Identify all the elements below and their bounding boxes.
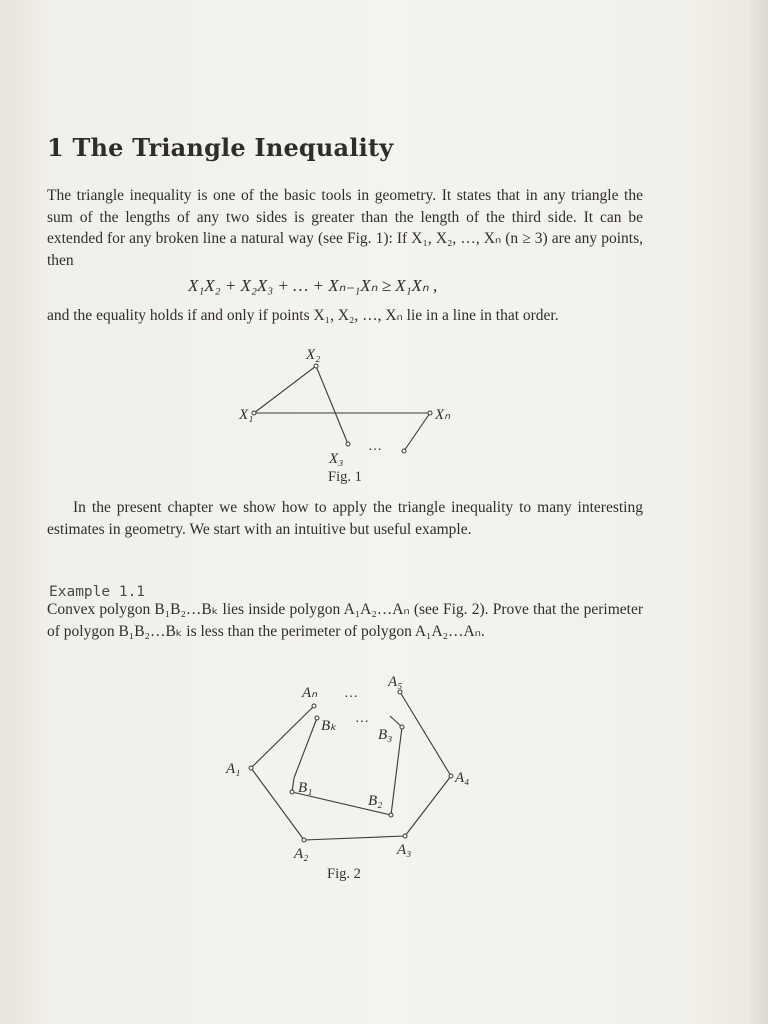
edge-b2-b3 [391,727,402,815]
figure-2-caption: Fig. 2 [327,866,361,882]
intro-paragraph: The triangle inequality is one of the basic tools in geometry. It states that in any triangle the sum of the lengths of any two sides is greater than the length of the third side. It can be extended for any broken line a natural way (see Fig. 1): If X₁, X₂, …, Xₙ (n ≥ 3) are any points, then [47,187,643,269]
section-heading: 1 The Triangle Inequality [47,133,394,162]
edge-a4-a5 [400,692,451,776]
label-an: Aₙ [302,685,318,701]
label-a1: A₁ [226,761,241,777]
label-x1: X₁ [239,407,254,423]
point-a4 [449,774,453,778]
chapter-overview-paragraph: In the present chapter we show how to apply the triangle inequality to many interesting estimates in geometry. We start with an intuitive but useful example. [47,499,643,538]
point-b2 [389,813,393,817]
broken-line-inequality: X₁X₂ + X₂X₃ + … + Xₙ₋₁Xₙ ≥ X₁Xₙ , [188,276,438,295]
edge-a1-a2 [251,768,304,840]
label-x3: X₃ [329,451,344,467]
edge-a3-a4 [405,776,451,836]
ellipsis-outer: … [344,686,360,701]
label-b1: B₁ [298,780,313,796]
label-b2: B₂ [368,793,383,809]
point-b1 [290,790,294,794]
label-b3: B₃ [378,727,393,743]
example-statement: Convex polygon B₁B₂…Bₖ lies inside polygon A₁A₂…Aₙ (see Fig. 2). Prove that the perimeter of polygon B₁B₂…Bₖ is less than the perimeter of polygon A₁A₂…Aₙ. [47,601,643,640]
label-a4: A₄ [455,770,470,786]
point-a3 [403,834,407,838]
label-a2: A₂ [294,846,309,862]
point-a5 [398,690,402,694]
point-a1 [249,766,253,770]
point-a2 [302,838,306,842]
label-bk: Bₖ [321,718,337,734]
ellipsis-inner: … [355,711,371,726]
figure-1-caption: Fig. 1 [328,469,362,485]
label-x2: X₂ [306,347,321,363]
label-xn: Xₙ [435,407,451,423]
edge-a2-a3 [304,836,405,840]
ellipsis: … [368,439,384,454]
label-a5: A₅ [388,674,403,690]
edge-bk-b1 [294,718,317,778]
label-a3: A₃ [397,842,412,858]
point-bk [315,716,319,720]
point-an [312,704,316,708]
edge-an-a1 [251,706,314,768]
example-label: Example 1.1 [49,584,146,600]
point-b3 [400,725,404,729]
equality-condition-paragraph: and the equality holds if and only if points X₁, X₂, …, Xₙ lie in a line in that order. [47,307,559,324]
